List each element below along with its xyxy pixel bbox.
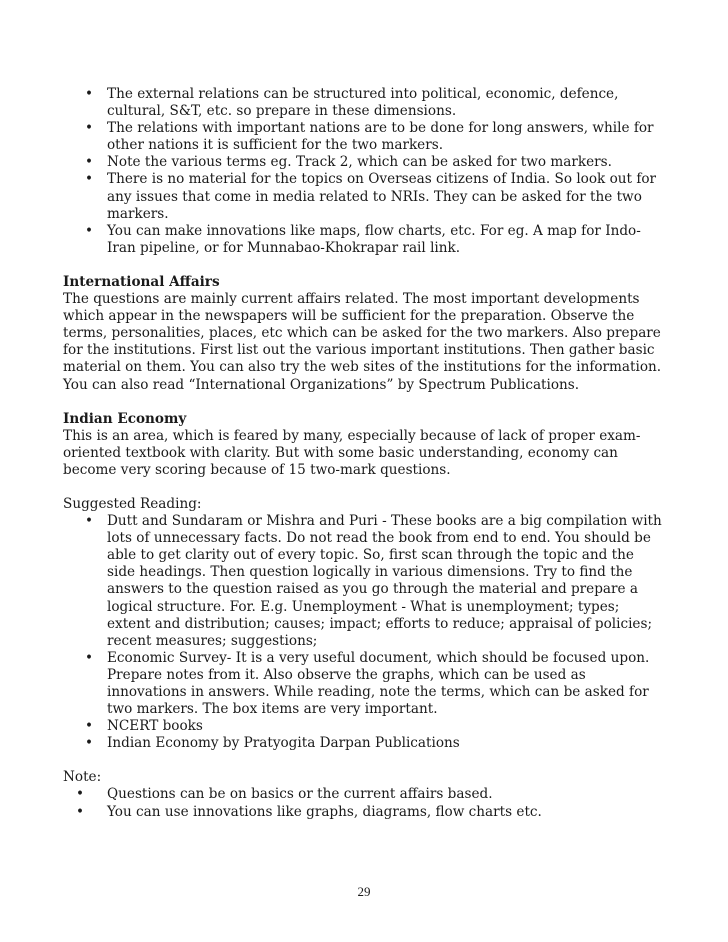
- list-item: • NCERT books: [63, 718, 663, 735]
- suggested-reading-label: Suggested Reading:: [63, 495, 202, 512]
- list-item: • The external relations can be structured into political, economic, defence, cultural, S&T, etc. so prepare in these dimensions.: [63, 86, 663, 120]
- document-page: [63, 86, 663, 821]
- list-item: • Indian Economy by Pratyogita Darpan Publications: [63, 735, 663, 752]
- indian-economy-body: This is an area, which is feared by many, especially because of lack of proper exam-oriented textbook with clarity. But with some basic understanding, economy can become very scoring because of 15 two-mark questions.: [63, 427, 641, 478]
- list-item: • Dutt and Sundaram or Mishra and Puri - These books are a big compilation with lots of unnecessary facts. Do not read the book from end to end. You should be able to get clarity out of every topic. So, first scan through the topic and the side headings. Then question logically in various dimensions. Try to find the answers to the question raised as you go through the material and prepare a logical structure. For. E.g. Unemployment - What is unemployment; types; extent and distribution; causes; impact; efforts to reduce; appraisal of policies; recent measures; suggestions;: [63, 513, 663, 650]
- international-affairs-heading: International Affairs: [63, 273, 220, 290]
- list-item: • Economic Survey- It is a very useful document, which should be focused upon. Prepare notes from it. Also observe the graphs, which can be used as innovations in answers. While reading, note the terms, which can be asked for two markers. The box items are very important.: [63, 650, 663, 718]
- list-item: • You can make innovations like maps, flow charts, etc. For eg. A map for Indo-Iran pipeline, or for Munnabao-Khokrapar rail link.: [63, 223, 663, 257]
- page-number: 29: [357, 884, 371, 899]
- list-item: • There is no material for the topics on Overseas citizens of India. So look out for any issues that come in media related to NRIs. They can be asked for the two markers.: [63, 171, 663, 222]
- note-list: [63, 786, 663, 820]
- list-item: • The relations with important nations are to be done for long answers, while for other nations it is sufficient for the two markers.: [63, 120, 663, 154]
- list-item: • Questions can be on basics or the current affairs based.: [63, 786, 663, 803]
- list-item: • You can use innovations like graphs, diagrams, flow charts etc.: [63, 804, 663, 821]
- list-item: • Note the various terms eg. Track 2, which can be asked for two markers.: [63, 154, 663, 171]
- international-affairs-body: The questions are mainly current affairs related. The most important developments which appear in the newspapers will be sufficient for the preparation. Observe the terms, personalities, places, etc which can be asked for the two markers. Also prepare for the institutions. First list out the various important institutions. Then gather basic material on them. You can also try the web sites of the institutions for the information. You can also read “International Organizations” by Spectrum Publications.: [63, 291, 662, 393]
- indian-economy-heading: Indian Economy: [63, 410, 187, 427]
- external-relations-list: [63, 86, 663, 257]
- note-label: Note:: [63, 769, 102, 786]
- suggested-reading-list: [63, 513, 663, 752]
